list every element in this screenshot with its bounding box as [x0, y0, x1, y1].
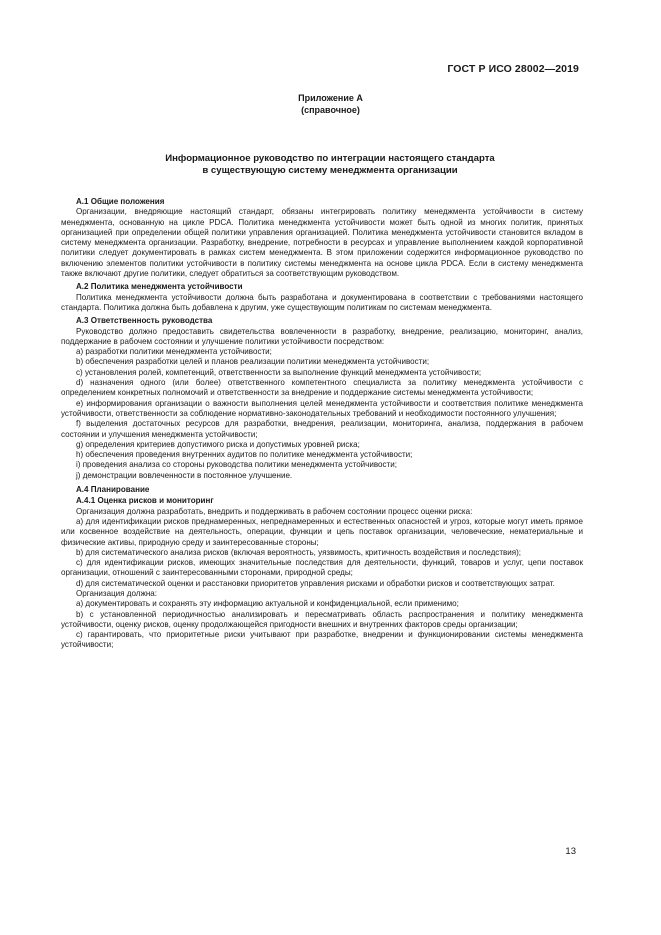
paragraph: Организации, внедряющие настоящий стандарт, обязаны интегрировать политику менеджмента устойчивости в систему менеджмента, основанную на цикле PDCA. Политика менеджмента устойчивости может быть одной из многих политик, принятых организацией при определении общей политики управления организацией. Политика менеджмента устойчивости становится вкладом в систему менеджмента организации. Разработку, внедрение, потребности в ресурсах и управление выполнением каждой корпоративной политики следует документировать в рамках систем менеджмента. В этом приложении содержится информационное руководство по включению элементов политики устойчивости в политику системы менеджмента на основе цикла PDCA. Если в систему менеджмента также включают другие политики, следует обратиться за соответствующим руководством.: [61, 207, 583, 279]
document-body: [61, 197, 583, 651]
list-item: c) гарантировать, что приоритетные риски учитывают при разработке, внедрении и функционировании системы менеджмента устойчивости;: [61, 630, 583, 650]
annex-title: Приложение А: [298, 93, 363, 103]
document-title-line-2: в существующую систему менеджмента организации: [202, 165, 458, 176]
list-item: j) демонстрации вовлеченности в постоянное улучшение.: [76, 470, 293, 480]
list-item: a) разработки политики менеджмента устойчивости;: [76, 347, 272, 357]
document-title-line-1: Информационное руководство по интеграции настоящего стандарта: [165, 153, 495, 164]
section-heading-a2: А.2 Политика менеджмента устойчивости: [76, 282, 243, 292]
section-heading-a3: А.3 Ответственность руководства: [76, 316, 213, 326]
list-item: c) для идентификации рисков, имеющих значительные последствия для деятельности, функций, товаров и услуг, цепи поставок организации, отношений с заинтересованными сторонами, природной среды;: [61, 558, 583, 578]
paragraph: Организация должна:: [76, 588, 157, 598]
annex-heading: [0, 93, 661, 116]
list-item: a) документировать и сохранять эту информацию актуальной и конфиденциальной, если применимо;: [76, 599, 459, 609]
paragraph: Организация должна разработать, внедрить и поддерживать в рабочем состоянии процесс оценки риска:: [76, 506, 473, 516]
list-item: f) выделения достаточных ресурсов для разработки, внедрения, реализации, мониторинга, анализа, поддержания в рабочем состоянии и улучшения менеджмента устойчивости;: [61, 419, 583, 439]
standard-designation: ГОСТ Р ИСО 28002—2019: [447, 63, 579, 75]
list-item: a) для идентификации рисков преднамеренных, непреднамеренных и естественных опасностей и угроз, которые могут иметь прямое или косвенное воздействие на деятельность, операции, функции и цепь поставок организации, человеческие, нематериальные и физические активы, природную среду и заинтересованные стороны;: [61, 516, 583, 547]
list-item: g) определения критериев допустимого риска и допустимых уровней риска;: [76, 439, 360, 449]
page-number: 13: [565, 846, 576, 857]
paragraph: Политика менеджмента устойчивости должна быть разработана и документирована в соответствии с требованиями настоящего стандарта. Политика должна быть добавлена к другим, уже существующим политикам по системам менеджмента.: [61, 292, 583, 312]
list-item: b) для систематического анализа рисков (включая вероятность, уязвимость, критичность воздействия и последствия);: [76, 547, 522, 557]
annex-note: (справочное): [301, 104, 360, 115]
subsection-heading-a4-1: А.4.1 Оценка рисков и мониторинг: [76, 496, 214, 506]
list-item: b) обеспечения разработки целей и планов реализации политики менеджмента устойчивости;: [76, 357, 430, 367]
list-item: d) для систематической оценки и расстановки приоритетов управления рисками и обработки рисков и соответствующих затрат.: [76, 578, 555, 588]
list-item: c) установления ролей, компетенций, ответственности за выполнение функций менеджмента устойчивости;: [76, 367, 482, 377]
list-item: b) с установленной периодичностью анализировать и пересматривать область распространения и политику менеджмента устойчивости, оценку рисков, оценку продолжающейся пригодности внешних и внутренних факторов среды организации;: [61, 609, 583, 629]
paragraph: Руководство должно предоставить свидетельства вовлеченности в разработку, внедрение, реализацию, мониторинг, анализ, поддержание в рабочем состоянии и улучшение политики устойчивости посредством:: [61, 326, 583, 346]
list-item: d) назначения одного (или более) ответственного компетентного специалиста за политику менеджмента устойчивости с определением конкретных полномочий и ответственности за внедрение и поддержание системы менеджмента устойчивости;: [61, 378, 583, 398]
section-heading-a1: А.1 Общие положения: [76, 197, 165, 206]
list-item: i) проведения анализа со стороны руководства политики менеджмента устойчивости;: [76, 460, 397, 470]
document-title: [60, 153, 600, 177]
list-item: h) обеспечения проведения внутренних аудитов по политике менеджмента устойчивости;: [76, 450, 413, 460]
section-heading-a4: А.4 Планирование: [76, 485, 150, 495]
list-item: e) информирования организации о важности выполнения целей менеджмента устойчивости и соответствия политике менеджмента устойчивости, ответственности за соблюдение нормативно-законодательных требований и необходимости постоянного улучшения;: [61, 398, 583, 418]
